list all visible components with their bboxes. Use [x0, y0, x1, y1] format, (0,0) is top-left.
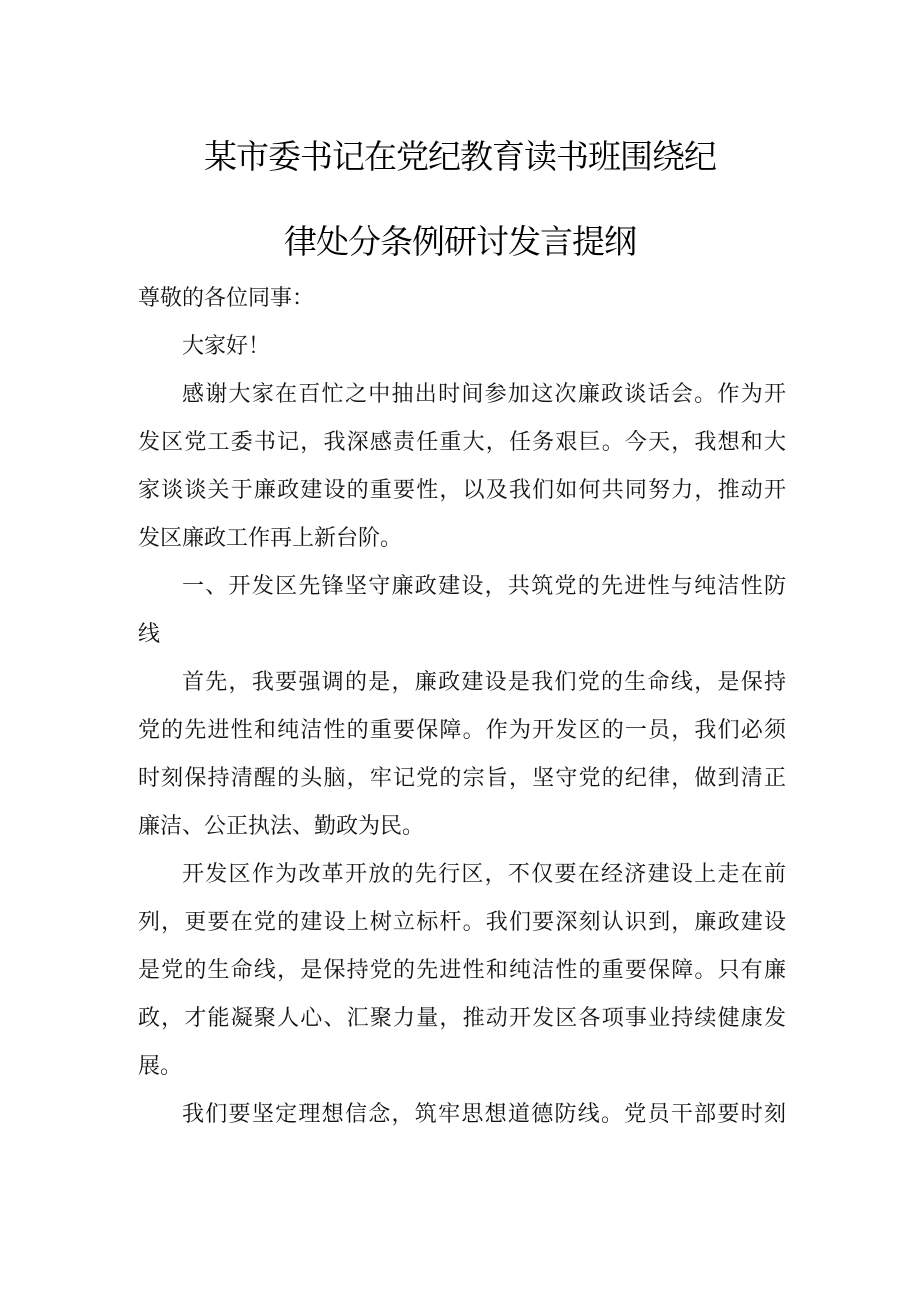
heading-line: 线	[138, 622, 161, 647]
paragraph-2	[138, 659, 786, 851]
document-body	[138, 275, 786, 1139]
paragraph-line: 廉洁、公正执法、勤政为民。	[138, 814, 425, 839]
heading-line: 一、开发区先锋坚守廉政建设，共筑党的先进性与纯洁性防	[182, 574, 786, 599]
paragraph-line: 家谈谈关于廉政建设的重要性，以及我们如何共同努力，推动开	[138, 478, 786, 503]
paragraph-line: 感谢大家在百忙之中抽出时间参加这次廉政谈话会。作为开	[182, 382, 786, 407]
paragraph-line: 我们要坚定理想信念，筑牢思想道德防线。党员干部要时刻	[182, 1102, 786, 1127]
paragraph-line: 是党的生命线，是保持党的先进性和纯洁性的重要保障。只有廉	[138, 958, 786, 983]
document-title-line-2: 律处分条例研讨发言提纲	[284, 222, 636, 261]
paragraph-line: 开发区作为改革开放的先行区，不仅要在经济建设上走在前	[182, 862, 786, 887]
paragraph-line: 时刻保持清醒的头脑，牢记党的宗旨，坚守党的纪律，做到清正	[138, 766, 786, 791]
paragraph-line: 列，更要在党的建设上树立标杆。我们要深刻认识到，廉政建设	[138, 910, 786, 935]
paragraph-1	[138, 371, 786, 563]
paragraph-line: 发区廉政工作再上新台阶。	[138, 526, 403, 551]
paragraph-line: 首先，我要强调的是，廉政建设是我们党的生命线，是保持	[182, 670, 786, 695]
paragraph-line: 展。	[138, 1054, 183, 1079]
salutation: 尊敬的各位同事：	[138, 286, 315, 311]
section-heading-1	[138, 563, 786, 659]
paragraph-4	[138, 1091, 786, 1139]
paragraph-line: 党的先进性和纯洁性的重要保障。作为开发区的一员，我们必须	[138, 718, 786, 743]
greeting: 大家好！	[182, 334, 271, 359]
paragraph-line: 政，才能凝聚人心、汇聚力量，推动开发区各项事业持续健康发	[138, 1006, 786, 1031]
paragraph-3	[138, 851, 786, 1091]
document-title-line-1: 某市委书记在党纪教育读书班围绕纪	[204, 137, 716, 176]
paragraph-line: 发区党工委书记，我深感责任重大，任务艰巨。今天，我想和大	[138, 430, 786, 455]
